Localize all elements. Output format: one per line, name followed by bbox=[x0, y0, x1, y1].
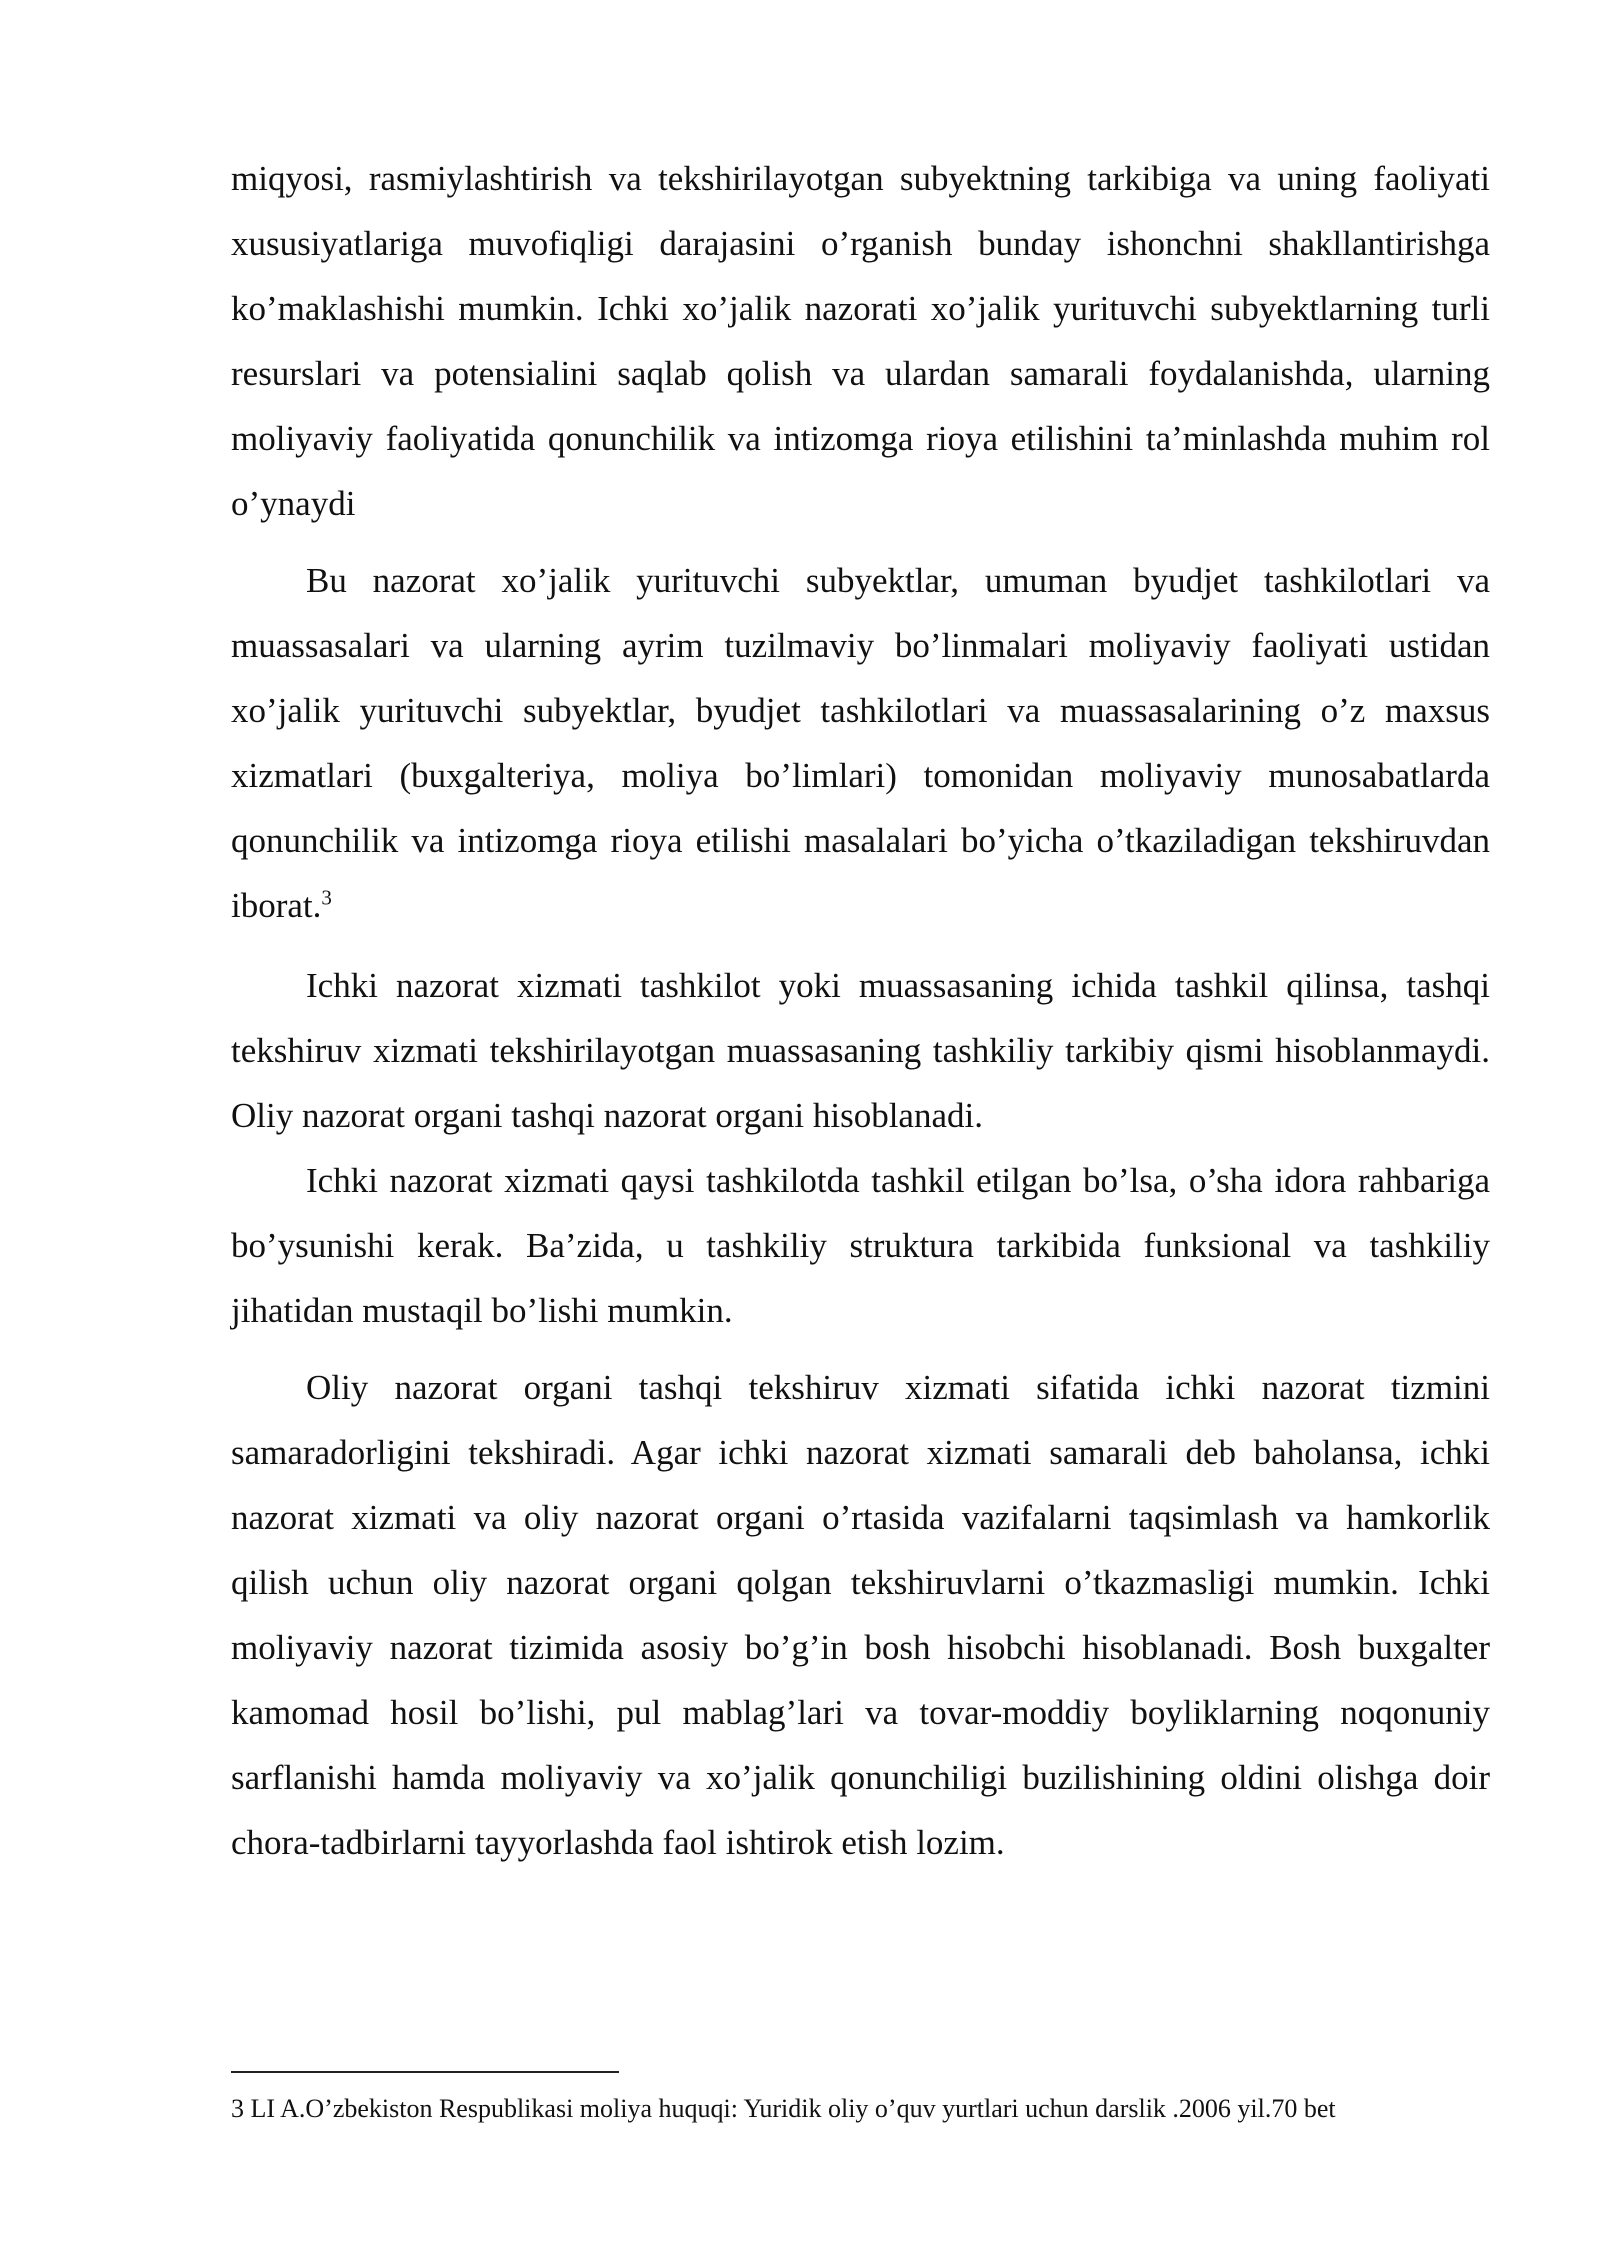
footnote-text: 3 LI A.O’zbekiston Respublikasi moliya huquqi: Yuridik oliy o’quv yurtlari uchun darslik .2006 yil.70 bet bbox=[231, 2094, 1336, 2123]
paragraph-5: Oliy nazorat organi tashqi tekshiruv xizmati sifatida ichki nazorat tizmini samaradorligini tekshiradi. Agar ichki nazorat xizmati samarali deb baholansa, ichki nazorat xizmati va oliy nazorat organi o’rtasida vazifalarni taqsimlash va hamkorlik qilish uchun oliy nazorat organi qolgan tekshiruvlarni o’tkazmasligi mumkin. Ichki moliyaviy nazorat tizimida asosiy bo’g’in bosh hisobchi hisoblanadi. Bosh buxgalter kamomad hosil bo’lishi, pul mablag’lari va tovar-moddiy boyliklarning noqonuniy sarflanishi hamda moliyaviy va xo’jalik qonunchiligi buzilishining oldini olishga doir chora-tadbirlarni tayyorlashda faol ishtirok etish lozim. bbox=[231, 1368, 1490, 1862]
footnote-separator bbox=[231, 2071, 619, 2073]
paragraph-2 bbox=[231, 548, 1490, 938]
paragraph-4: Ichki nazorat xizmati qaysi tashkilotda tashkil etilgan bo’lsa, o’sha idora rahbariga bo’ysunishi kerak. Ba’zida, u tashkiliy struktura tarkibida funksional va tashkiliy jihatidan mustaqil bo’lishi mumkin. bbox=[231, 1161, 1490, 1330]
document-body bbox=[231, 146, 1490, 1875]
paragraph-1: miqyosi, rasmiylashtirish va tekshirilayotgan subyektning tarkibiga va uning faoliyati xususiyatlariga muvofiqligi darajasini o’rganish bunday ishonchni shakllantirishga ko’maklashishi mumkin. Ichki xo’jalik nazorati xo’jalik yurituvchi subyektlarning turli resurslari va potensialini saqlab qolish va ulardan samarali foydalanishda, ularning moliyaviy faoliyatida qonunchilik va intizomga rioya etilishini ta’minlashda muhim rol o’ynaydi bbox=[231, 159, 1490, 523]
paragraph-2-text: Bu nazorat xo’jalik yurituvchi subyektlar, umuman byudjet tashkilotlari va muassasalari va ularning ayrim tuzilmaviy bo’linmalari moliyaviy faoliyati ustidan xo’jalik yurituvchi subyektlar, byudjet tashkilotlari va muassasalarining o’z maxsus xizmatlari (buxgalteriya, moliya bo’limlari) tomonidan moliyaviy munosabatlarda qonunchilik va intizomga rioya etilishi masalalari bo’yicha o’tkaziladigan tekshiruvdan iborat. bbox=[231, 561, 1490, 925]
paragraph-3: Ichki nazorat xizmati tashkilot yoki muassasaning ichida tashkil qilinsa, tashqi tekshiruv xizmati tekshirilayotgan muassasaning tashkiliy tarkibiy qismi hisoblanmaydi. Oliy nazorat organi tashqi nazorat organi hisoblanadi. bbox=[231, 966, 1490, 1135]
footnote-reference: 3 bbox=[321, 885, 332, 910]
